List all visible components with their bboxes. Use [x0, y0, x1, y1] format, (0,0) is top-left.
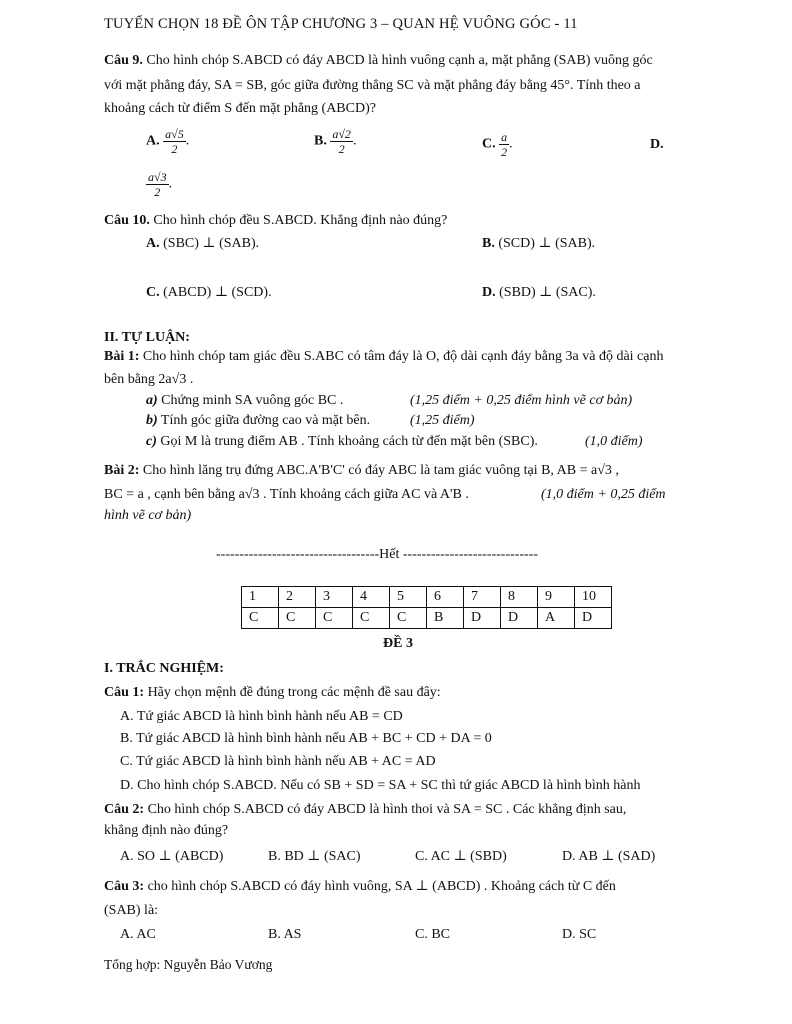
bai1-part-b-score: (1,25 điểm) — [410, 413, 475, 428]
answer-table-answer-cell: D — [501, 608, 538, 629]
q9-option-a: A. $\frac{a√5}{2}$ . — [146, 127, 190, 156]
answer-table-number-cell: 8 — [501, 587, 538, 608]
page-header: TUYỂN CHỌN 18 ĐỀ ÔN TẬP CHƯƠNG 3 – QUAN HỆ VUÔNG GÓC - 11 — [104, 16, 578, 32]
c2-option-c: C. AC ⊥ (SBD) — [415, 849, 507, 864]
bai1-line1: Bài 1: Cho hình chóp tam giác đều S.ABC có tâm đáy là O, độ dài cạnh đáy bằng 3a và độ dài cạnh — [104, 349, 664, 364]
bai2-line2: BC = a , cạnh bên bằng a√3 . Tính khoảng cách giữa AC và A'B . — [104, 487, 469, 502]
bai1-part-b: b) Tính góc giữa đường cao và mặt bên. — [146, 413, 371, 428]
bai2-line1: Bài 2: Cho hình lăng trụ đứng ABC.A'B'C' có đáy ABC là tam giác vuông tại B, AB = a√3 , — [104, 463, 619, 478]
answer-table-number-cell: 5 — [390, 587, 427, 608]
answer-table-number-cell: 7 — [464, 587, 501, 608]
bai1-part-c-score: (1,0 điểm) — [585, 434, 643, 449]
q9-option-b: B. $\frac{a√2}{2}$ . — [314, 127, 357, 156]
c2-option-d: D. AB ⊥ (SAD) — [562, 849, 656, 864]
q9-option-c: C. $\frac{a}{2}$ . — [482, 130, 513, 159]
c3-option-a: A. AC — [120, 927, 156, 942]
footer-author: Tổng hợp: Nguyễn Bảo Vương — [104, 957, 273, 972]
answer-table-answer-cell: B — [427, 608, 464, 629]
q10-text: Câu 10. Cho hình chóp đều S.ABCD. Khẳng định nào đúng? — [104, 213, 448, 228]
answer-table — [241, 586, 612, 629]
bai1-line2: bên bằng 2a√3 . — [104, 372, 194, 387]
c1-option-b: B. Tứ giác ABCD là hình bình hành nếu AB + BC + CD + DA = 0 — [120, 731, 492, 746]
answer-table-answer-cell: C — [316, 608, 353, 629]
c3-option-b: B. AS — [268, 927, 302, 942]
q9-line2: với mặt phẳng đáy, SA = SB, góc giữa đường thẳng SC và mặt phẳng đáy bằng 45°. Tính theo a — [104, 78, 641, 93]
c1-option-a: A. Tứ giác ABCD là hình bình hành nếu AB = CD — [120, 709, 403, 724]
answer-table-number-cell: 4 — [353, 587, 390, 608]
q10-option-b: B. (SCD) ⊥ (SAB). — [482, 236, 596, 251]
section1-heading: I. TRẮC NGHIỆM: — [104, 661, 224, 676]
de3-title: ĐỀ 3 — [383, 636, 413, 651]
q9-option-d-label: D. — [650, 137, 664, 152]
answer-table-answer-cell: C — [279, 608, 316, 629]
answer-table-answer-cell: D — [575, 608, 612, 629]
bai1-part-c: c) Gọi M là trung điểm AB . Tính khoảng cách từ đến mặt bên (SBC). — [146, 434, 538, 449]
q10-option-d: D. (SBD) ⊥ (SAC). — [482, 285, 596, 300]
answer-table-number-cell: 9 — [538, 587, 575, 608]
end-line: -----------------------------------Hết ----------------------------- — [216, 547, 539, 562]
c1-text: Câu 1: Hãy chọn mệnh đề đúng trong các mệnh đề sau đây: — [104, 685, 441, 700]
bai1-part-a: a) Chứng minh SA vuông góc BC . — [146, 393, 344, 408]
bai1-part-a-score: (1,25 điểm + 0,25 điểm hình vẽ cơ bản) — [410, 393, 633, 408]
answer-table-answer-cell: D — [464, 608, 501, 629]
answer-table-numbers — [242, 587, 612, 608]
bai2-score: (1,0 điểm + 0,25 điểm — [541, 487, 666, 502]
c2-option-a: A. SO ⊥ (ABCD) — [120, 849, 224, 864]
c2-line2: khẳng định nào đúng? — [104, 823, 229, 838]
c1-option-d: D. Cho hình chóp S.ABCD. Nếu có SB + SD = SA + SC thì tứ giác ABCD là hình bình hành — [120, 778, 641, 793]
answer-table-number-cell: 6 — [427, 587, 464, 608]
answer-table-answers — [242, 608, 612, 629]
bai2-line3: hình vẽ cơ bản) — [104, 508, 192, 523]
answer-table-number-cell: 1 — [242, 587, 279, 608]
answer-table-answer-cell: A — [538, 608, 575, 629]
answer-table-number-cell: 10 — [575, 587, 612, 608]
c3-option-d: D. SC — [562, 927, 597, 942]
answer-table-answer-cell: C — [242, 608, 279, 629]
answer-table-number-cell: 2 — [279, 587, 316, 608]
answer-table-number-cell: 3 — [316, 587, 353, 608]
c3-option-c: C. BC — [415, 927, 451, 942]
c3-line2: (SAB) là: — [104, 903, 159, 918]
q10-option-c: C. (ABCD) ⊥ (SCD). — [146, 285, 272, 300]
q9-line3: khoảng cách từ điểm S đến mặt phẳng (ABCD)? — [104, 101, 376, 116]
essay-heading: II. TỰ LUẬN: — [104, 330, 190, 345]
answer-table-answer-cell: C — [353, 608, 390, 629]
c3-line1: Câu 3: cho hình chóp S.ABCD có đáy hình vuông, SA ⊥ (ABCD) . Khoảng cách từ C đến — [104, 879, 616, 894]
answer-table-answer-cell: C — [390, 608, 427, 629]
q10-option-a: A. (SBC) ⊥ (SAB). — [146, 236, 260, 251]
q9-line1: Câu 9. Cho hình chóp S.ABCD có đáy ABCD là hình vuông cạnh a, mặt phẳng (SAB) vuông góc — [104, 53, 653, 68]
c2-option-b: B. BD ⊥ (SAC) — [268, 849, 361, 864]
c2-line1: Câu 2: Cho hình chóp S.ABCD có đáy ABCD là hình thoi và SA = SC . Các khẳng định sau, — [104, 802, 627, 817]
q9-option-d-value: $\frac{a√3}{2}$ . — [148, 170, 173, 199]
c1-option-c: C. Tứ giác ABCD là hình bình hành nếu AB + AC = AD — [120, 754, 436, 769]
